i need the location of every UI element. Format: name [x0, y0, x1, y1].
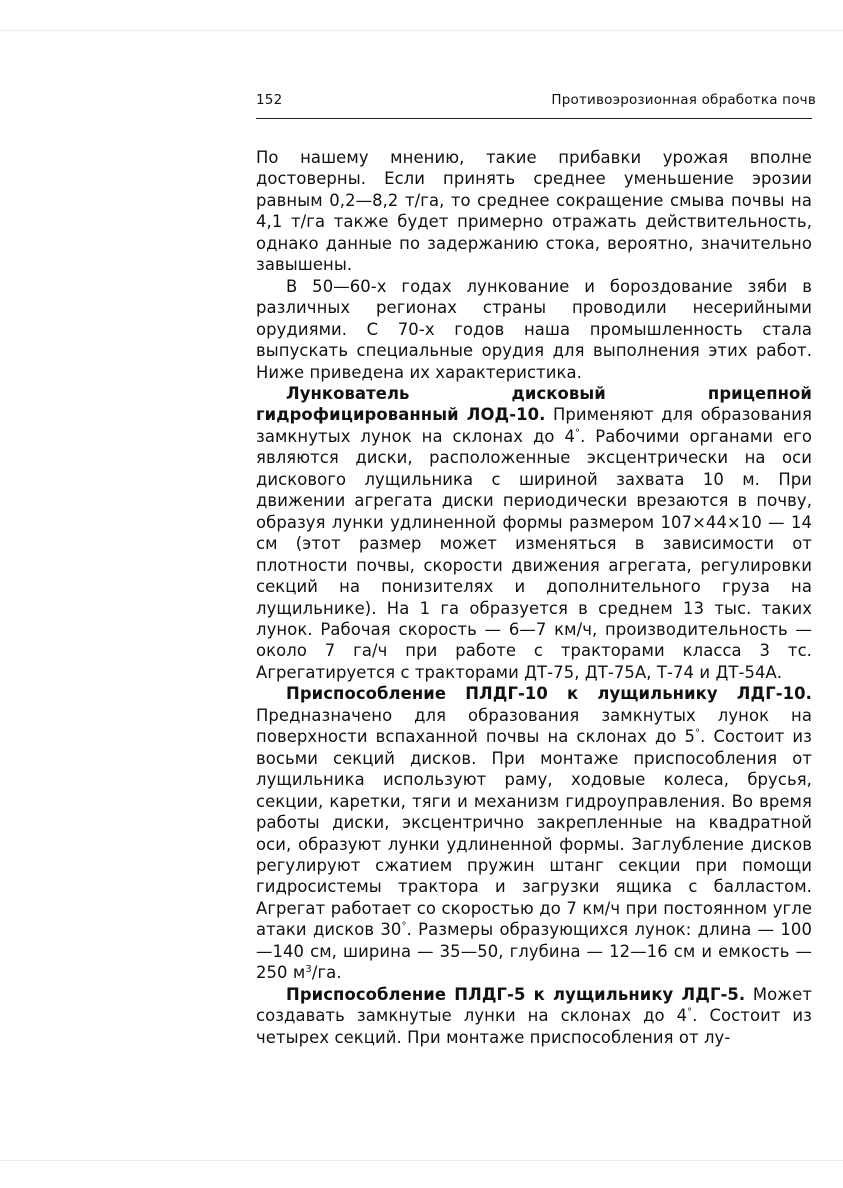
page-number: 152	[256, 92, 283, 108]
pldg10-text-d: /га.	[311, 963, 342, 983]
degree-sign: °	[401, 921, 407, 933]
paragraph-pldg5	[256, 984, 812, 1048]
paragraph-1: По нашему мнению, такие прибавки урожая вполне достоверны. Если принять среднее уменьшение эрозии равным 0,2—8,2 т/га, то среднее сокращение смыва почвы на 4,1 т/га также будет примерно отражать действительность, однако данные по задержанию стока, вероятно, значительно завышены.	[256, 148, 812, 275]
lod10-heading: Лункователь дисковый прицепной гидрофицированный ЛОД-10.	[256, 383, 812, 425]
page	[256, 92, 816, 1048]
paragraph-pldg10	[256, 683, 812, 983]
running-title: Противоэрозионная обработка почв	[551, 92, 816, 108]
pldg10-heading: Приспособление ПЛДГ-10 к лущильнику ЛДГ-10.	[286, 684, 812, 704]
pldg5-text-a: Может создавать замкнутые лунки на склонах до 4	[256, 984, 812, 1026]
lod10-text-a: Применяют для образования замкнутых лунок на склонах до 4	[256, 405, 812, 446]
pldg10-text-a: Предназначено для образования замкнутых лунок на поверхности вспаханной почвы на склонах до 5	[256, 705, 812, 747]
degree-sign: °	[574, 427, 581, 439]
pldg10-text-b: . Состоит из восьми секций дисков. При монтаже приспособления от лущильника используют раму, ходовые колеса, брусья, секции, каретки, тяги и механизм гидроуправления. Во время работы диски, эксцентрично закрепленные на квадратной оси, образуют лунки удлиненной формы. Заглубление дисков регулируют сжатием пружин штанг секции при помощи гидросистемы трактора и загрузки ящика с балластом. Агрегат работает со скоростью до 7 км/ч при постоянном угле атаки дисков 30	[256, 727, 812, 940]
running-head	[256, 92, 816, 114]
header-rule	[256, 118, 812, 119]
pldg5-text-b: . Состоит из четырех секций. При монтаже приспособления от лу-	[256, 1006, 812, 1047]
degree-sign: °	[687, 1007, 693, 1019]
body-text	[256, 147, 812, 1048]
pldg10-text-c: . Размеры образующихся лунок: длина — 100—140 см, ширина — 35—50, глубина — 12—16 см и емкость — 250 м	[256, 920, 812, 983]
cube-superscript: 3	[305, 964, 312, 976]
paragraph-lod10	[256, 383, 812, 683]
paragraph-2: В 50—60-х годах лункование и бороздование зяби в различных регионах страны проводили несерийными орудиями. С 70-х годов наша промышленность стала выпускать специальные орудия для выполнения этих работ. Ниже приведена их характеристика.	[256, 276, 812, 382]
degree-sign: °	[695, 728, 701, 740]
pldg5-heading: Приспособление ПЛДГ-5 к лущильнику ЛДГ-5.	[286, 984, 746, 1004]
lod10-text-b: . Рабочими органами его являются диски, расположенные эксцентрически на оси дискового лущильника с шириной захвата 10 м. При движении агрегата диски периодически врезаются в почву, образуя лунки удлиненной формы размером 107×44×10 — 14 см (этот размер может изменяться в зависимости от плотности почвы, скорости движения агрегата, регулировки секций на понизителях и дополнительного груза на лущильнике). На 1 га образуется в среднем 13 тыс. таких лунок. Рабочая скорость — 6—7 км/ч, производительность — около 7 га/ч при работе с тракторами класса 3 тс. Агрегатируется с тракторами ДТ-75, ДТ-75А, Т-74 и ДТ-54А.	[256, 426, 812, 682]
